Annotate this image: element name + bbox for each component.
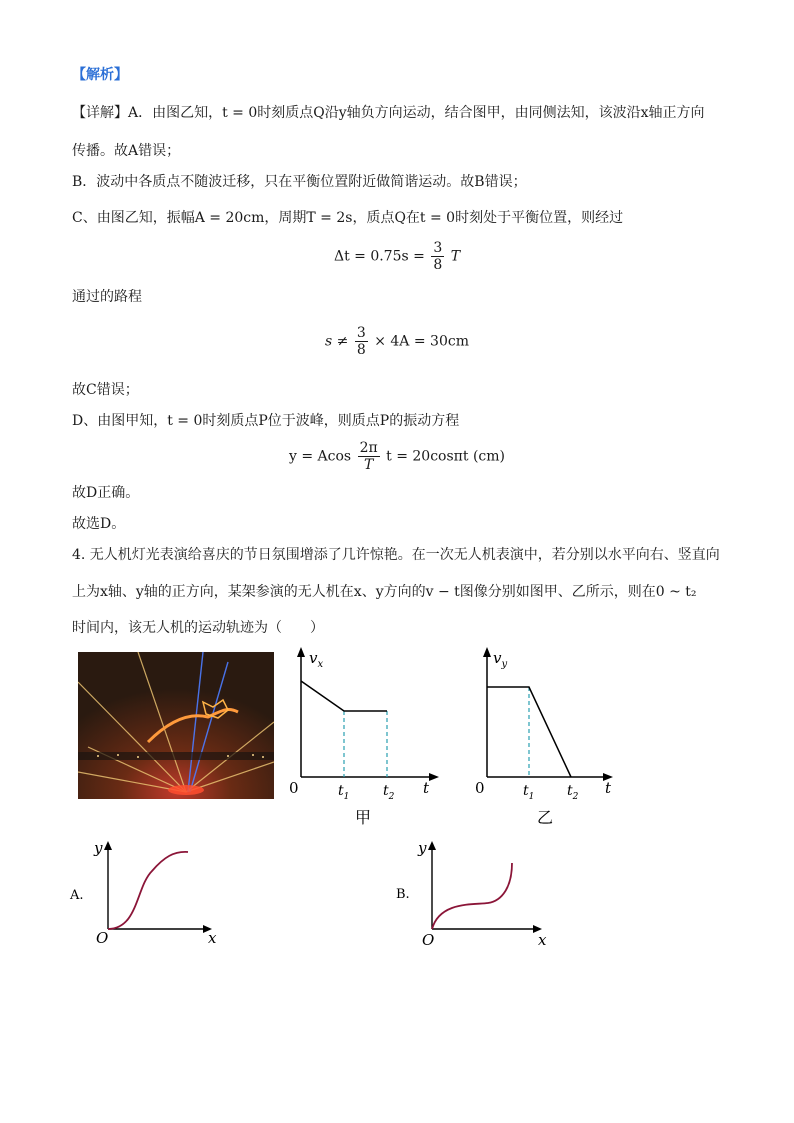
q4-line2: 上为x轴、y轴的正方向，某架参演的无人机在x、y方向的v − t图像分别如图甲、乙所示，则在0 ~ t₂ [72, 584, 697, 600]
yi-t1-label: $t_1$ [523, 783, 535, 802]
q4-line1: 4. 无人机灯光表演给喜庆的节日氛围增添了几许惊艳。在一次无人机表演中，若分别以水平向右、竖直向 [72, 547, 720, 563]
eq3-num: 2π [359, 440, 378, 456]
option-b-xlabel: x [538, 931, 547, 949]
detail-tag: 【详解】 [72, 105, 128, 121]
yi-t2-label: $t_2$ [567, 783, 579, 802]
yi-y-arrow [483, 647, 491, 657]
jia-ylabel: $v_x$ [309, 649, 324, 670]
eq2-fraction [355, 325, 368, 358]
eq1-den: 8 [433, 257, 443, 273]
eq1-num: 3 [433, 240, 443, 256]
line-c3: 故C错误； [72, 382, 139, 398]
option-a-graph [60, 835, 240, 955]
line-c2: 通过的路程 [72, 289, 142, 305]
graph-yi [467, 643, 627, 833]
eq1-fraction [431, 240, 444, 273]
jia-y-arrow [297, 647, 305, 657]
line-a1 [72, 103, 705, 123]
option-b-ylabel: y [418, 839, 427, 857]
option-b-graph [388, 835, 568, 955]
jia-t2-label: $t_2$ [383, 783, 395, 802]
option-a-y-arrow [104, 841, 112, 850]
option-a-ylabel: y [94, 839, 103, 857]
option-b-y-arrow [428, 841, 436, 850]
eq2-right: × 4A = 30cm [374, 333, 469, 350]
jia-xlabel: t [423, 779, 430, 797]
line-d3: 故选D。 [72, 516, 126, 532]
eq3-left: y = Acos [289, 448, 352, 465]
yi-xlabel: t [605, 779, 612, 797]
eq3-fraction [358, 440, 380, 473]
eq2-left: s ≠ [325, 333, 349, 350]
jia-t1-label: $t_1$ [338, 783, 350, 802]
line-d2: 故D正确。 [72, 485, 140, 501]
q4-line3: 时间内，该无人机的运动轨迹为（ ） [72, 620, 324, 636]
line-b: B．波动中各质点不随波迁移，只在平衡位置附近做简谐运动。故B错误； [72, 174, 527, 190]
option-a-xlabel: x [208, 929, 217, 947]
eq2-num: 3 [356, 325, 366, 341]
jia-origin: 0 [289, 779, 299, 797]
equation-3 [0, 440, 794, 473]
drone-show-photo [78, 652, 274, 799]
yi-origin: 0 [475, 779, 485, 797]
line-c1: C、由图乙知，振幅A = 20cm，周期T = 2s，质点Q在t = 0时刻处于平衡位置，则经过 [72, 210, 624, 226]
equation-2 [0, 325, 794, 358]
option-a-origin: O [96, 929, 109, 947]
yi-caption: 乙 [537, 808, 554, 827]
eq3-den: T [363, 457, 374, 473]
eq1-right: T [450, 248, 461, 265]
equation-1 [0, 240, 794, 273]
jia-caption: 甲 [355, 808, 372, 827]
line-a2: 传播。故A错误； [72, 143, 181, 159]
option-b-origin: O [422, 931, 435, 949]
line-a1-text: A．由图乙知，t = 0时刻质点Q沿y轴负方向运动，结合图甲，由同侧法知，该波沿x轴正方向 [128, 105, 705, 121]
line-d1: D、由图甲知，t = 0时刻质点P位于波峰，则质点P的振动方程 [72, 413, 460, 429]
yi-ylabel: $v_y$ [493, 649, 508, 670]
option-a-label: A. [70, 888, 84, 903]
jia-x-arrow [429, 773, 439, 781]
jia-vx-line [301, 681, 387, 711]
option-b-label: B. [396, 887, 410, 902]
eq1-left: Δt = 0.75s = [333, 248, 425, 265]
eq3-right: t = 20cosπt (cm) [386, 448, 505, 465]
option-b-curve [432, 863, 512, 929]
option-a-curve [108, 852, 188, 929]
graph-jia [283, 643, 443, 833]
eq2-den: 8 [356, 342, 366, 358]
analysis-heading: 【解析】 [72, 67, 128, 83]
